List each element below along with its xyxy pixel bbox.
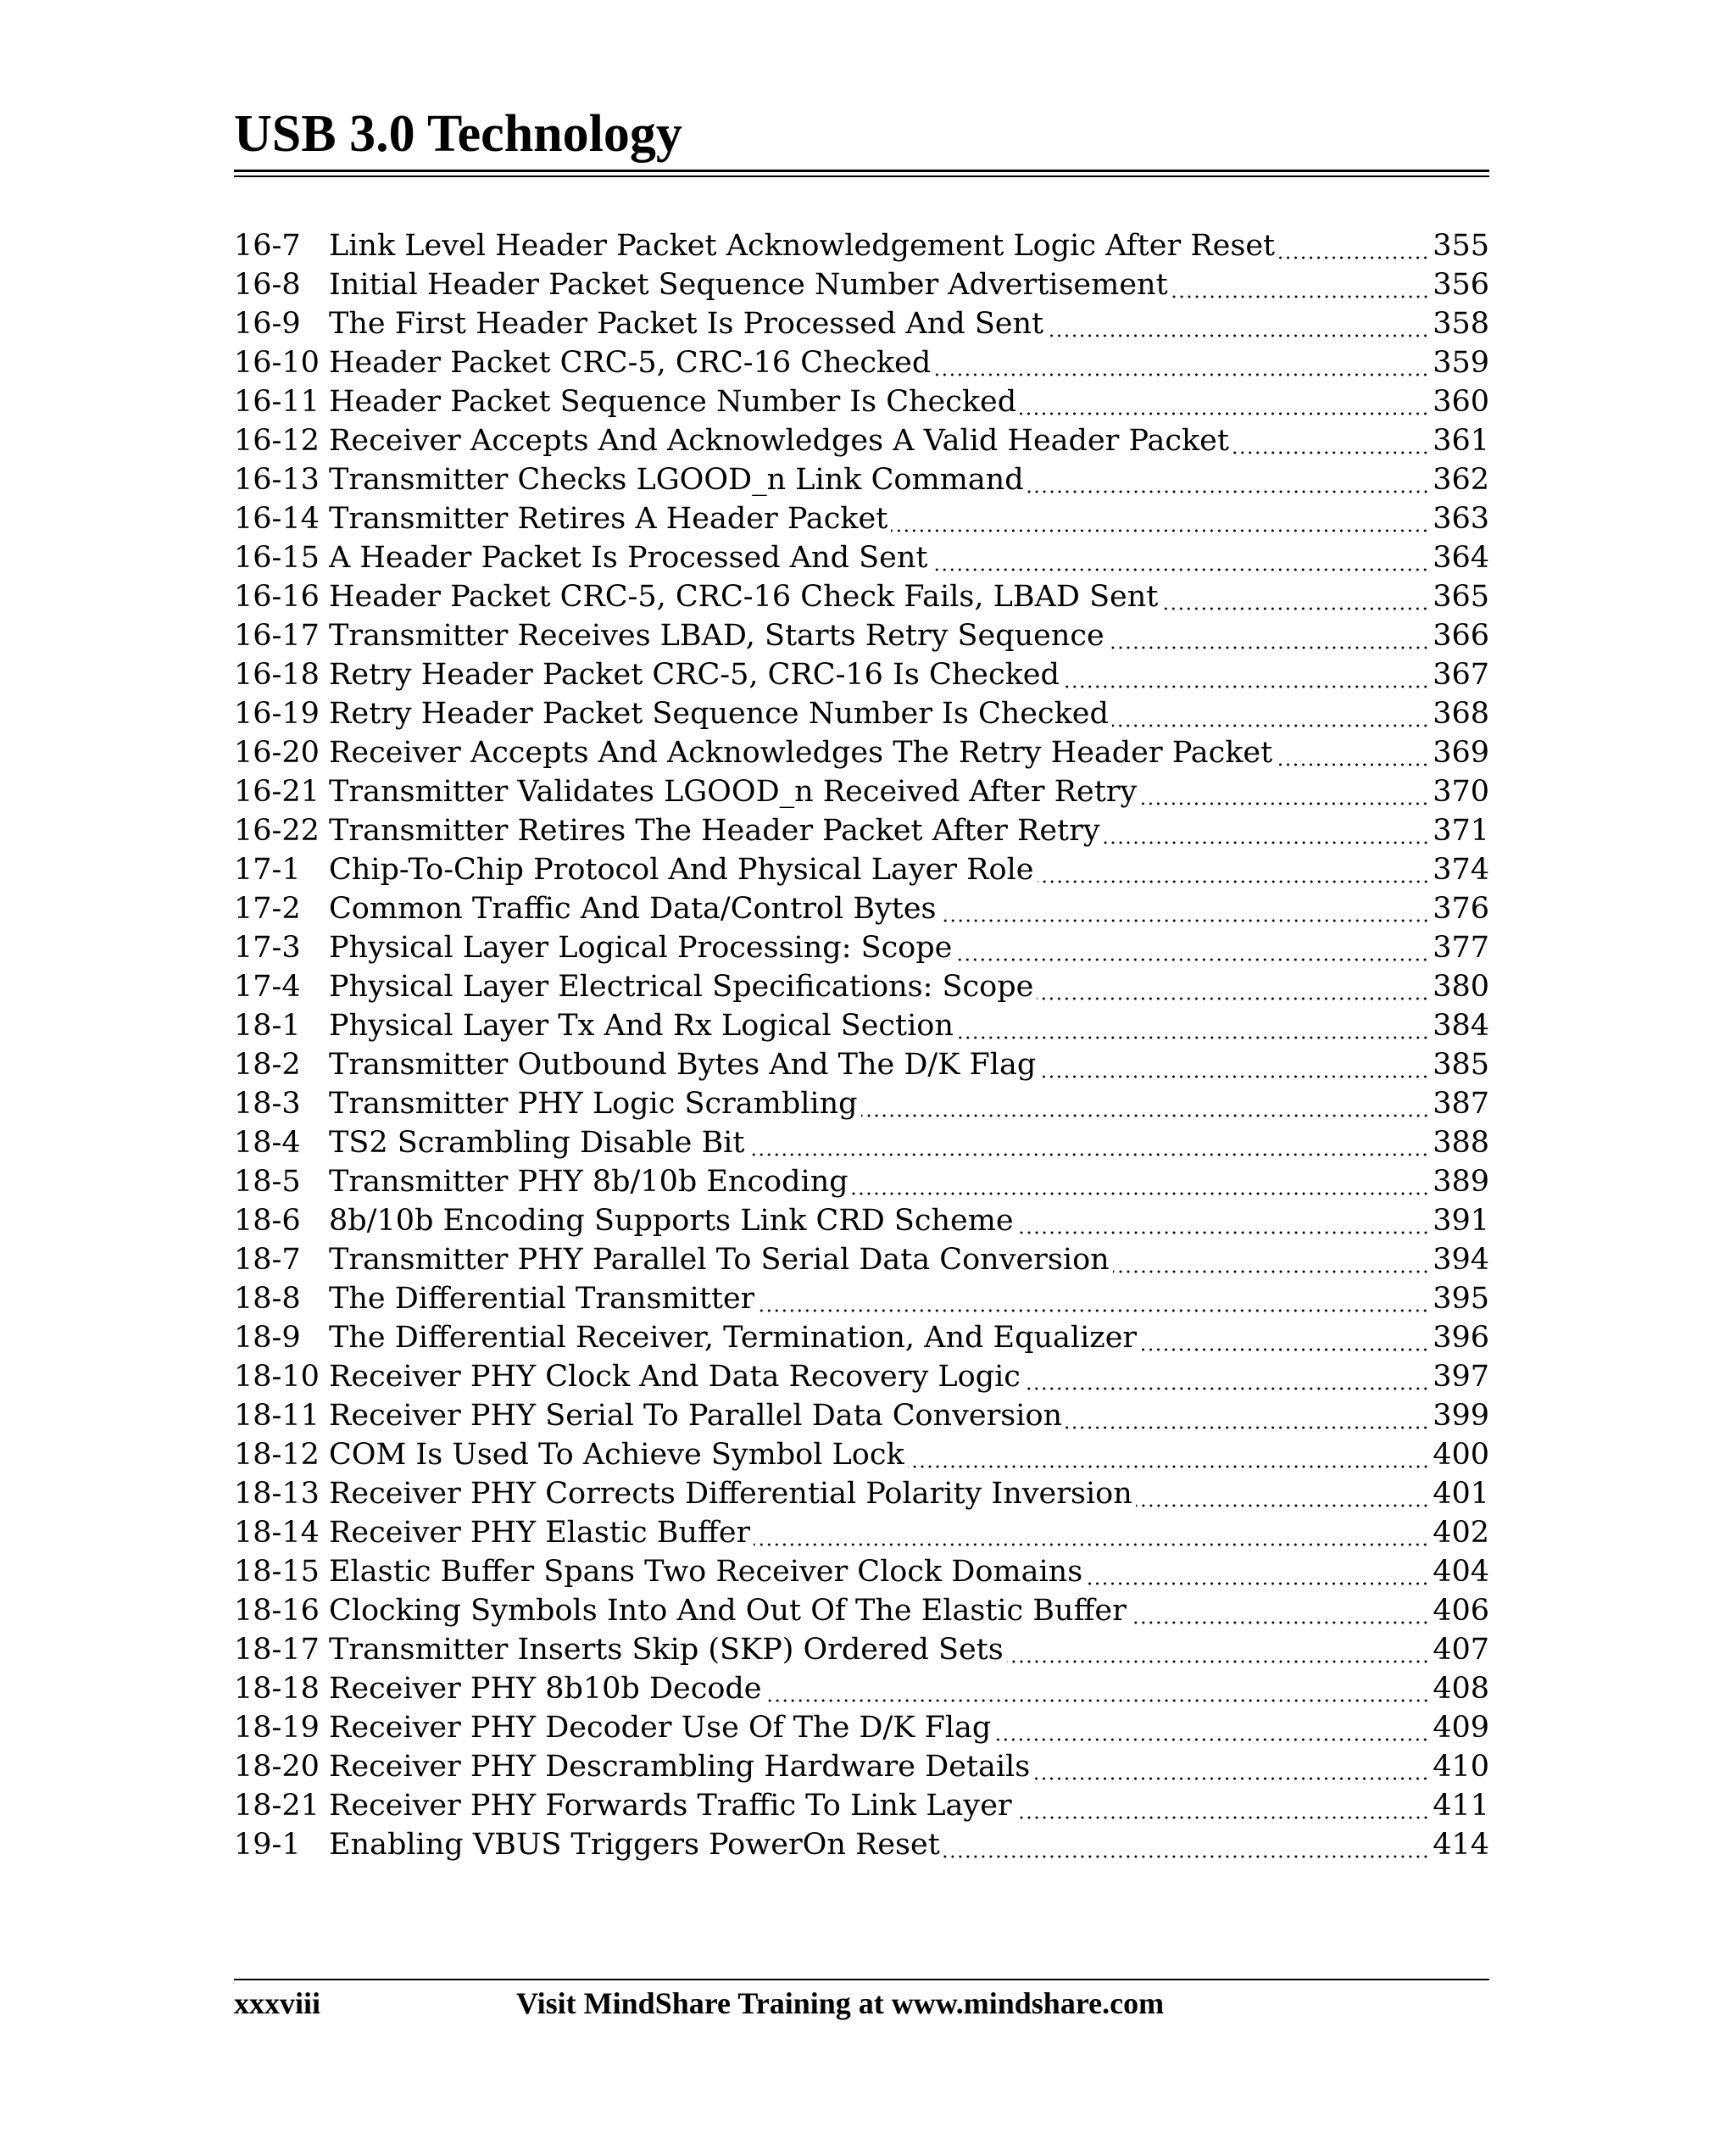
toc-dot-leader <box>943 1825 1429 1864</box>
toc-entry-title: The Differential Transmitter <box>329 1282 755 1316</box>
toc-dot-leader <box>1017 1201 1430 1240</box>
page-title: USB 3.0 Technology <box>234 105 682 163</box>
toc-dot-leader <box>1161 577 1429 616</box>
toc-entry-title: Receiver PHY Corrects Differential Polarity Inversion <box>329 1477 1132 1511</box>
toc-entry <box>234 1396 1489 1435</box>
toc-dot-leader <box>852 1162 1430 1201</box>
toc-entry-number: 16-21 <box>234 775 320 809</box>
toc-dot-leader <box>1038 850 1430 889</box>
toc-entry <box>234 226 1489 265</box>
toc-entry-number: 18-8 <box>234 1282 301 1316</box>
toc-dot-leader <box>1037 967 1429 1006</box>
toc-entry <box>234 694 1489 733</box>
toc-entry-number: 16-22 <box>234 814 320 848</box>
toc-entry-number: 16-10 <box>234 346 320 380</box>
toc-entry <box>234 1357 1489 1396</box>
toc-entry <box>234 733 1489 772</box>
toc-entry-page: 365 <box>1433 580 1489 614</box>
toc-entry-number: 18-9 <box>234 1321 301 1355</box>
toc-entry-page: 358 <box>1433 307 1489 341</box>
toc-entry-number: 17-1 <box>234 853 301 887</box>
toc-entry-number: 16-11 <box>234 385 320 419</box>
toc-entry-page: 369 <box>1433 736 1489 770</box>
toc-entry <box>234 616 1489 655</box>
toc-entry <box>234 1435 1489 1474</box>
toc-entry <box>234 928 1489 967</box>
toc-dot-leader <box>754 1513 1429 1552</box>
toc-entry <box>234 1591 1489 1630</box>
toc-entry-page: 387 <box>1433 1087 1489 1121</box>
toc-entry-number: 18-15 <box>234 1555 320 1589</box>
toc-entry <box>234 1552 1489 1591</box>
toc-entry-page: 397 <box>1433 1360 1489 1394</box>
toc-entry-page: 364 <box>1433 541 1489 575</box>
toc-dot-leader <box>957 1006 1429 1045</box>
toc-entry <box>234 1123 1489 1162</box>
toc-dot-leader <box>1104 811 1430 850</box>
toc-entry-number: 18-6 <box>234 1204 301 1238</box>
toc-dot-leader <box>908 1435 1430 1474</box>
toc-dot-leader <box>1140 772 1429 811</box>
toc-entry-number: 18-21 <box>234 1789 320 1823</box>
toc-entry-page: 355 <box>1433 229 1489 263</box>
toc-entry <box>234 1786 1489 1825</box>
toc-entry-title: A Header Packet Is Processed And Sent <box>329 541 928 575</box>
toc-entry-title: Receiver PHY Descrambling Hardware Details <box>329 1750 1031 1784</box>
toc-entry-title: Transmitter Retires The Header Packet After Retry <box>329 814 1100 848</box>
toc-entry-title: The Differential Receiver, Termination, And Equalizer <box>329 1321 1138 1355</box>
toc-entry-number: 18-3 <box>234 1087 301 1121</box>
toc-entry <box>234 1201 1489 1240</box>
toc-dot-leader <box>1063 655 1429 694</box>
toc-entry-page: 384 <box>1433 1009 1489 1043</box>
toc-entry-page: 389 <box>1433 1165 1489 1199</box>
toc-entry <box>234 1006 1489 1045</box>
toc-dot-leader <box>1276 733 1429 772</box>
toc-entry <box>234 1045 1489 1084</box>
toc-entry-page: 363 <box>1433 502 1489 536</box>
toc-dot-leader <box>1113 1240 1430 1279</box>
toc-entry-number: 18-19 <box>234 1711 320 1745</box>
toc-entry-page: 385 <box>1433 1048 1489 1082</box>
toc-entry-title: Chip-To-Chip Protocol And Physical Layer Role <box>329 853 1034 887</box>
toc-entry-title: Receiver PHY Clock And Data Recovery Logic <box>329 1360 1021 1394</box>
toc-entry-title: Transmitter PHY 8b/10b Encoding <box>329 1165 849 1199</box>
footer-page-number: xxxviii <box>234 1986 321 2020</box>
toc-dot-leader <box>1024 1357 1429 1396</box>
toc-entry-title: Receiver Accepts And Acknowledges A Valid Header Packet <box>329 424 1229 458</box>
toc-entry-page: 400 <box>1433 1438 1489 1472</box>
toc-entry-number: 18-16 <box>234 1594 320 1628</box>
toc-dot-leader <box>1171 265 1430 304</box>
toc-entry <box>234 1474 1489 1513</box>
toc-entry-title: Header Packet CRC-5, CRC-16 Check Fails, LBAD Sent <box>329 580 1159 614</box>
toc-dot-leader <box>1047 304 1429 343</box>
toc-dot-leader <box>1066 1396 1429 1435</box>
toc-entry <box>234 1162 1489 1201</box>
title-rule-thick <box>234 170 1489 172</box>
toc-entry-page: 374 <box>1433 853 1489 887</box>
toc-entry-title: Transmitter Checks LGOOD_n Link Command <box>329 463 1024 497</box>
toc-entry-title: Physical Layer Logical Processing: Scope <box>329 931 953 965</box>
toc-entry <box>234 1513 1489 1552</box>
toc-entry-number: 18-7 <box>234 1243 301 1277</box>
toc-entry <box>234 460 1489 499</box>
toc-entry-number: 17-4 <box>234 970 301 1004</box>
toc-entry-number: 16-12 <box>234 424 320 458</box>
toc-entry-title: Receiver PHY 8b10b Decode <box>329 1672 762 1706</box>
toc-entry-page: 409 <box>1433 1711 1489 1745</box>
toc-entry <box>234 577 1489 616</box>
toc-entry-number: 18-12 <box>234 1438 320 1472</box>
toc-entry-title: Link Level Header Packet Acknowledgement Logic After Reset <box>329 229 1276 263</box>
toc-entry-title: Enabling VBUS Triggers PowerOn Reset <box>329 1828 940 1862</box>
toc-dot-leader <box>940 889 1430 928</box>
toc-entry-title: COM Is Used To Achieve Symbol Lock <box>329 1438 904 1472</box>
toc-entry-title: Header Packet CRC-5, CRC-16 Checked <box>329 346 932 380</box>
toc-entry-page: 399 <box>1433 1399 1489 1433</box>
toc-entry <box>234 1240 1489 1279</box>
toc-entry-page: 410 <box>1433 1750 1489 1784</box>
toc-dot-leader <box>1033 1747 1429 1786</box>
toc-entry-title: Clocking Symbols Into And Out Of The Elastic Buffer <box>329 1594 1127 1628</box>
toc-dot-leader <box>891 499 1429 538</box>
toc-entry-title: Transmitter Receives LBAD, Starts Retry Sequence <box>329 619 1104 653</box>
toc-entry-number: 18-5 <box>234 1165 301 1199</box>
toc-entry <box>234 811 1489 850</box>
toc-entry-number: 18-17 <box>234 1633 320 1667</box>
toc-dot-leader <box>931 538 1429 577</box>
toc-dot-leader <box>1007 1630 1429 1669</box>
toc-entry-title: Transmitter Inserts Skip (SKP) Ordered Sets <box>329 1633 1004 1667</box>
toc-entry <box>234 1747 1489 1786</box>
toc-entry-title: Transmitter PHY Logic Scrambling <box>329 1087 858 1121</box>
toc-dot-leader <box>1130 1591 1429 1630</box>
toc-entry-page: 395 <box>1433 1282 1489 1316</box>
toc-entry-number: 18-10 <box>234 1360 320 1394</box>
toc-entry-page: 362 <box>1433 463 1489 497</box>
footer-text: Visit MindShare Training at www.mindshare.com <box>516 1986 1165 2020</box>
toc-entry-page: 356 <box>1433 268 1489 302</box>
toc-entry-number: 16-15 <box>234 541 320 575</box>
toc-entry-title: Transmitter PHY Parallel To Serial Data Conversion <box>329 1243 1110 1277</box>
toc-entry <box>234 1318 1489 1357</box>
toc-entry-page: 401 <box>1433 1477 1489 1511</box>
toc-entry <box>234 1630 1489 1669</box>
toc-entry-page: 406 <box>1433 1594 1489 1628</box>
toc-entry-page: 368 <box>1433 697 1489 731</box>
toc-entry <box>234 538 1489 577</box>
toc-entry <box>234 343 1489 382</box>
toc-dot-leader <box>1232 421 1429 460</box>
toc-entry <box>234 1084 1489 1123</box>
toc-entry-title: Retry Header Packet CRC-5, CRC-16 Is Checked <box>329 658 1060 692</box>
toc-entry <box>234 304 1489 343</box>
toc-dot-leader <box>955 928 1429 967</box>
toc-entry-page: 414 <box>1433 1828 1489 1862</box>
toc-entry-page: 366 <box>1433 619 1489 653</box>
toc-entry-title: Receiver Accepts And Acknowledges The Retry Header Packet <box>329 736 1273 770</box>
toc-entry-number: 16-13 <box>234 463 320 497</box>
toc-dot-leader <box>994 1708 1429 1747</box>
toc-entry-page: 359 <box>1433 346 1489 380</box>
toc-entry <box>234 1279 1489 1318</box>
toc-entry <box>234 1708 1489 1747</box>
toc-entry-title: Retry Header Packet Sequence Number Is Checked <box>329 697 1109 731</box>
toc-entry-page: 360 <box>1433 385 1489 419</box>
toc-entry-number: 18-2 <box>234 1048 301 1082</box>
toc-entry-title: Receiver PHY Decoder Use Of The D/K Flag <box>329 1711 992 1745</box>
toc-entry-number: 16-17 <box>234 619 320 653</box>
toc-entry-number: 18-13 <box>234 1477 320 1511</box>
toc-entry-number: 16-7 <box>234 229 301 263</box>
toc-dot-leader <box>1136 1474 1429 1513</box>
toc-entry-page: 377 <box>1433 931 1489 965</box>
toc-entry-number: 18-14 <box>234 1516 320 1550</box>
toc-entry <box>234 967 1489 1006</box>
toc-entry-title: Transmitter Validates LGOOD_n Received After Retry <box>329 775 1138 809</box>
toc-entry-page: 411 <box>1433 1789 1489 1823</box>
toc-entry-title: Physical Layer Tx And Rx Logical Section <box>329 1009 954 1043</box>
toc-entry <box>234 499 1489 538</box>
toc-entry-page: 361 <box>1433 424 1489 458</box>
toc-dot-leader <box>1278 226 1429 265</box>
toc-entry-number: 16-9 <box>234 307 301 341</box>
toc-dot-leader <box>1108 616 1429 655</box>
toc-dot-leader <box>1112 694 1429 733</box>
toc-entry-title: Elastic Buffer Spans Two Receiver Clock Domains <box>329 1555 1083 1589</box>
toc-entry-number: 18-18 <box>234 1672 320 1706</box>
toc-entry-page: 388 <box>1433 1126 1489 1160</box>
toc-entry-page: 367 <box>1433 658 1489 692</box>
toc-entry-number: 16-14 <box>234 502 320 536</box>
toc-dot-leader <box>765 1669 1430 1708</box>
toc-dot-leader <box>934 343 1429 382</box>
toc-entry <box>234 382 1489 421</box>
toc-entry <box>234 1669 1489 1708</box>
toc-entry-page: 396 <box>1433 1321 1489 1355</box>
title-rule-thin <box>234 175 1489 177</box>
toc-entry-page: 376 <box>1433 892 1489 926</box>
toc-entry-title: Initial Header Packet Sequence Number Advertisement <box>329 268 1168 302</box>
toc-entry-number: 16-16 <box>234 580 320 614</box>
toc-entry-number: 18-20 <box>234 1750 320 1784</box>
toc-dot-leader <box>1027 460 1430 499</box>
toc-entry-title: TS2 Scrambling Disable Bit <box>329 1126 745 1160</box>
toc-dot-leader <box>1039 1045 1429 1084</box>
toc-entry-page: 408 <box>1433 1672 1489 1706</box>
toc-entry-page: 404 <box>1433 1555 1489 1589</box>
toc-dot-leader <box>758 1279 1429 1318</box>
toc-entry-number: 16-18 <box>234 658 320 692</box>
toc-entry <box>234 850 1489 889</box>
toc-entry-page: 402 <box>1433 1516 1489 1550</box>
toc-entry <box>234 421 1489 460</box>
toc-entry-number: 19-1 <box>234 1828 301 1862</box>
toc-entry-number: 16-20 <box>234 736 320 770</box>
toc-dot-leader <box>1086 1552 1429 1591</box>
toc-entry-number: 16-19 <box>234 697 320 731</box>
toc-entry-title: Common Traffic And Data/Control Bytes <box>329 892 937 926</box>
toc-entry-title: Transmitter Outbound Bytes And The D/K Flag <box>329 1048 1037 1082</box>
toc-entry <box>234 265 1489 304</box>
toc-entry-number: 18-1 <box>234 1009 301 1043</box>
toc-entry-page: 371 <box>1433 814 1489 848</box>
toc-entry-title: Receiver PHY Serial To Parallel Data Conversion <box>329 1399 1063 1433</box>
toc-entry <box>234 655 1489 694</box>
toc-dot-leader <box>1015 1786 1430 1825</box>
toc-entry-page: 370 <box>1433 775 1489 809</box>
toc-entry-title: Transmitter Retires A Header Packet <box>329 502 888 536</box>
toc-dot-leader <box>748 1123 1429 1162</box>
toc-entry-title: The First Header Packet Is Processed And Sent <box>329 307 1044 341</box>
toc-entry-page: 380 <box>1433 970 1489 1004</box>
toc-entry-title: Receiver PHY Elastic Buffer <box>329 1516 751 1550</box>
toc-entry-number: 18-4 <box>234 1126 301 1160</box>
toc-entry-title: 8b/10b Encoding Supports Link CRD Scheme <box>329 1204 1014 1238</box>
toc-entry-title: Physical Layer Electrical Specifications: Scope <box>329 970 1034 1004</box>
toc-entry-number: 17-2 <box>234 892 301 926</box>
toc-entry-title: Header Packet Sequence Number Is Checked <box>329 385 1017 419</box>
toc-dot-leader <box>1020 382 1429 421</box>
figure-list <box>234 226 1489 1864</box>
toc-entry-page: 407 <box>1433 1633 1489 1667</box>
toc-entry-page: 391 <box>1433 1204 1489 1238</box>
toc-dot-leader <box>861 1084 1430 1123</box>
toc-entry-number: 16-8 <box>234 268 301 302</box>
toc-entry <box>234 772 1489 811</box>
toc-entry <box>234 889 1489 928</box>
toc-dot-leader <box>1140 1318 1429 1357</box>
toc-entry-title: Receiver PHY Forwards Traffic To Link Layer <box>329 1789 1012 1823</box>
toc-entry-number: 17-3 <box>234 931 301 965</box>
toc-entry-number: 18-11 <box>234 1399 320 1433</box>
toc-entry <box>234 1825 1489 1864</box>
toc-entry-page: 394 <box>1433 1243 1489 1277</box>
